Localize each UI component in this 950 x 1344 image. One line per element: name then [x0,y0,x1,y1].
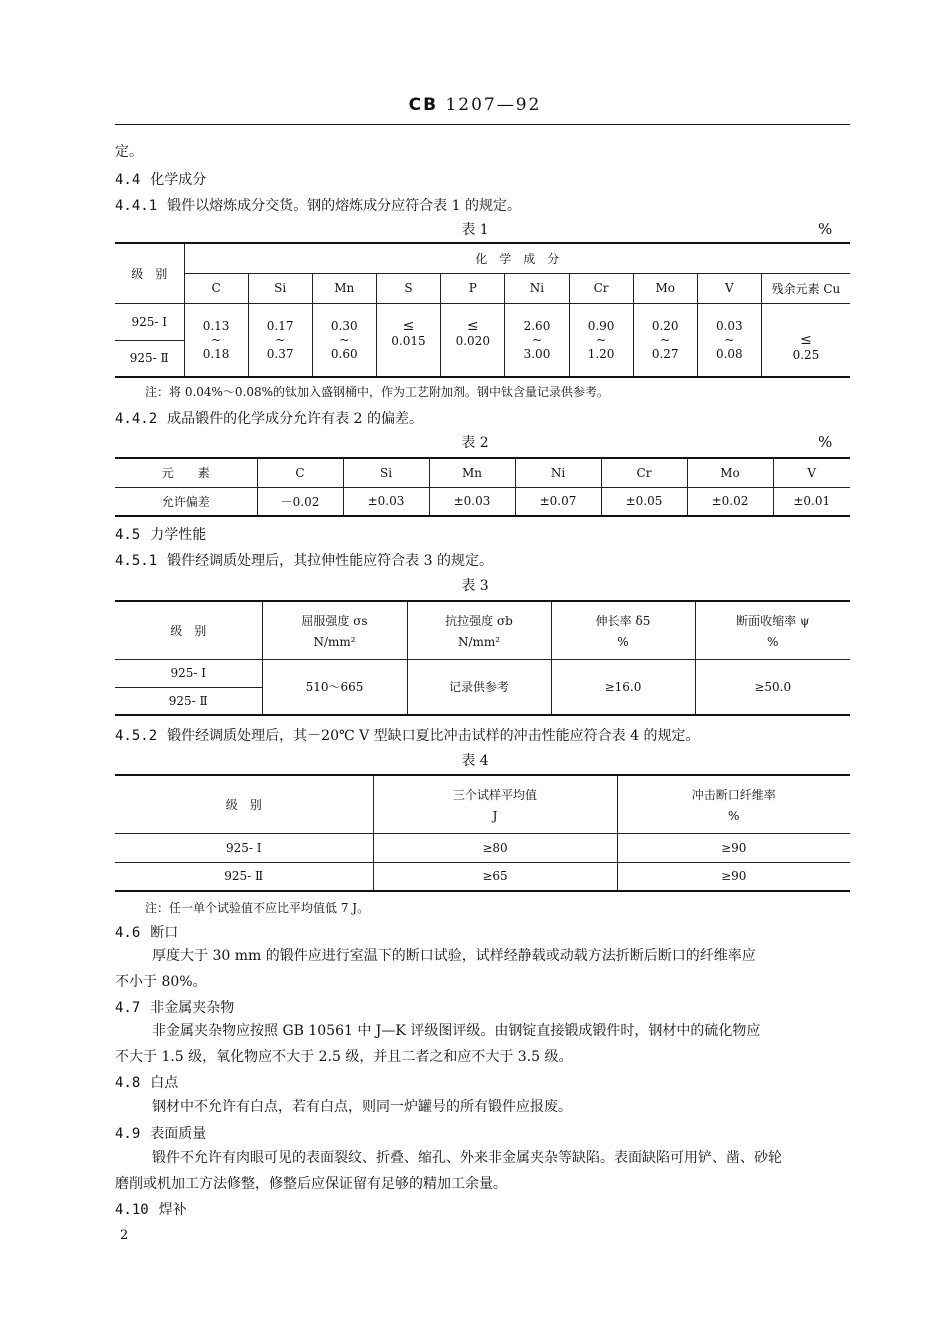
t3-yield-header: 屈服强度 σs N/mm² [262,601,407,659]
t1-col-cu: 残余元素 Cu [761,273,850,303]
s46-para-line1: 厚度大于 30 mm 的锻件应进行室温下的断口试验，试样经静载或动载方法折断后断口的纤维率应 [152,948,756,964]
t3-tensile-value: 记录供参考 [407,659,551,715]
t2-col-v: V [773,458,850,487]
t3-grade-1: 925- Ⅰ [115,659,262,687]
t4-avg-1: ≥80 [373,833,617,862]
page-header [0,95,950,115]
t2-col-si: Si [343,458,429,487]
s49-para-line2: 磨削或机加工方法修整，修整后应保证留有足够的精加工余量。 [115,1176,507,1192]
t4-avg-2: ≥65 [373,862,617,891]
t1-c-range: 0.13 ~ 0.18 [184,303,248,377]
t1-s-limit: ≤ 0.015 [376,303,440,377]
s47-para-line2: 不大于 1.5 级，氧化物应不大于 2.5 级，并且二者之和应不大于 3.5 级。 [115,1049,573,1065]
t2-val-v: ±0.01 [773,487,850,516]
table4-caption: 表 4 [461,753,489,769]
t2-col-c: C [257,458,343,487]
s46-para-line2: 不小于 80%。 [115,974,207,990]
t1-cu-limit: ≤ 0.25 [761,303,850,377]
t4-grade-2: 925- Ⅱ [115,862,373,891]
t4-fiber-header: 冲击断口纤维率 % [617,775,850,833]
t1-v-range: 0.03 ~ 0.08 [697,303,761,377]
t2-col-mo: Mo [687,458,773,487]
lead-text: 定。 [115,144,143,160]
t3-elongation-header: 伸长率 δ5 % [551,601,695,659]
t2-val-c: －0.02 [257,487,343,516]
t1-grade-cell [115,303,184,377]
t1-si-range: 0.17 ~ 0.37 [248,303,312,377]
t2-row-label-element: 元 素 [115,458,257,487]
t2-val-mo: ±0.02 [687,487,773,516]
t2-val-ni: ±0.07 [515,487,601,516]
t1-ni-range: 2.60 ~ 3.00 [505,303,569,377]
t1-grade-header: 级 别 [115,243,184,303]
table3-caption: 表 3 [461,578,489,594]
t3-elongation-value: ≥16.0 [551,659,695,715]
t2-val-si: ±0.03 [343,487,429,516]
section-4-5: 4.5 力学性能 [115,527,207,543]
section-4-4-1: 4.4.1 锻件以熔炼成分交货。钢的熔炼成分应符合表 1 的规定。 [115,198,521,214]
section-4-10: 4.10 焊补 [115,1202,187,1218]
table2-unit: % [818,433,833,451]
header-rule [115,124,850,125]
s47-para-line1: 非金属夹杂物应按照 GB 10561 中 J—K 评级图评级。由钢锭直接锻成锻件时，钢材中的硫化物应 [152,1023,761,1039]
t1-grade-1: 925- Ⅰ [115,304,184,341]
section-4-8: 4.8 白点 [115,1075,179,1091]
t4-avg-header: 三个试样平均值 J [373,775,617,833]
standard-number: 1207—92 [445,95,542,115]
t1-col-s: S [376,273,440,303]
t4-grade-header: 级 别 [115,775,373,833]
t3-grade-2: 925- Ⅱ [115,687,262,715]
s48-para-line1: 钢材中不允许有白点，若有白点，则同一炉罐号的所有锻件应报废。 [152,1099,572,1115]
t1-col-ni: Ni [505,273,569,303]
t2-col-ni: Ni [515,458,601,487]
table-row [115,833,850,862]
table1-unit: % [818,220,833,238]
t1-group-header: 化 学 成 分 [184,243,850,273]
t1-col-v: V [697,273,761,303]
table-1 [115,242,850,378]
section-4-4-2: 4.4.2 成品锻件的化学成分允许有表 2 的偏差。 [115,411,423,427]
s49-para-line1: 锻件不允许有肉眼可见的表面裂纹、折叠、缩孔、外来非金属夹杂等缺陷。表面缺陷可用铲、凿、砂轮 [152,1150,782,1166]
t1-col-mn: Mn [312,273,376,303]
t2-val-cr: ±0.05 [601,487,687,516]
table2-caption: 表 2 [461,435,489,451]
t3-yield-value: 510～665 [262,659,407,715]
t4-fiber-1: ≥90 [617,833,850,862]
section-4-9: 4.9 表面质量 [115,1126,207,1142]
t1-p-limit: ≤ 0.020 [441,303,505,377]
t1-col-si: Si [248,273,312,303]
t1-mn-range: 0.30 ~ 0.60 [312,303,376,377]
t1-grade-2: 925- Ⅱ [129,350,169,365]
t1-col-p: P [441,273,505,303]
t3-grade-header: 级 别 [115,601,262,659]
standard-code: CB [408,95,439,115]
table4-note: 注：任一单个试验值不应比平均值低 7 J。 [145,901,370,915]
t2-val-mn: ±0.03 [429,487,515,516]
section-4-5-2: 4.5.2 锻件经调质处理后，其－20℃ V 型缺口夏比冲击试样的冲击性能应符合表 4 的规定。 [115,728,700,744]
t1-cr-range: 0.90 ~ 1.20 [569,303,633,377]
section-4-6: 4.6 断口 [115,925,179,941]
t2-col-cr: Cr [601,458,687,487]
section-4-5-1: 4.5.1 锻件经调质处理后，其拉伸性能应符合表 3 的规定。 [115,553,493,569]
table-3 [115,600,850,716]
table1-caption: 表 1 [461,222,489,238]
table-2 [115,457,850,517]
t1-col-cr: Cr [569,273,633,303]
t2-row-label-tolerance: 允许偏差 [115,487,257,516]
t3-tensile-header: 抗拉强度 σb N/mm² [407,601,551,659]
table-4 [115,774,850,892]
t3-reduction-header: 断面收缩率 ψ % [695,601,850,659]
page-number: 2 [120,1228,129,1243]
t3-reduction-value: ≥50.0 [695,659,850,715]
t4-fiber-2: ≥90 [617,862,850,891]
t1-col-mo: Mo [633,273,697,303]
table-row [115,862,850,891]
t4-grade-1: 925- Ⅰ [115,833,373,862]
table1-note: 注：将 0.04%～0.08%的钛加入盛钢桶中，作为工艺附加剂。钢中钛含量记录供参考。 [145,385,610,399]
section-4-4: 4.4 化学成分 [115,172,207,188]
t1-col-c: C [184,273,248,303]
t2-col-mn: Mn [429,458,515,487]
t1-mo-range: 0.20 ~ 0.27 [633,303,697,377]
section-4-7: 4.7 非金属夹杂物 [115,1000,235,1016]
